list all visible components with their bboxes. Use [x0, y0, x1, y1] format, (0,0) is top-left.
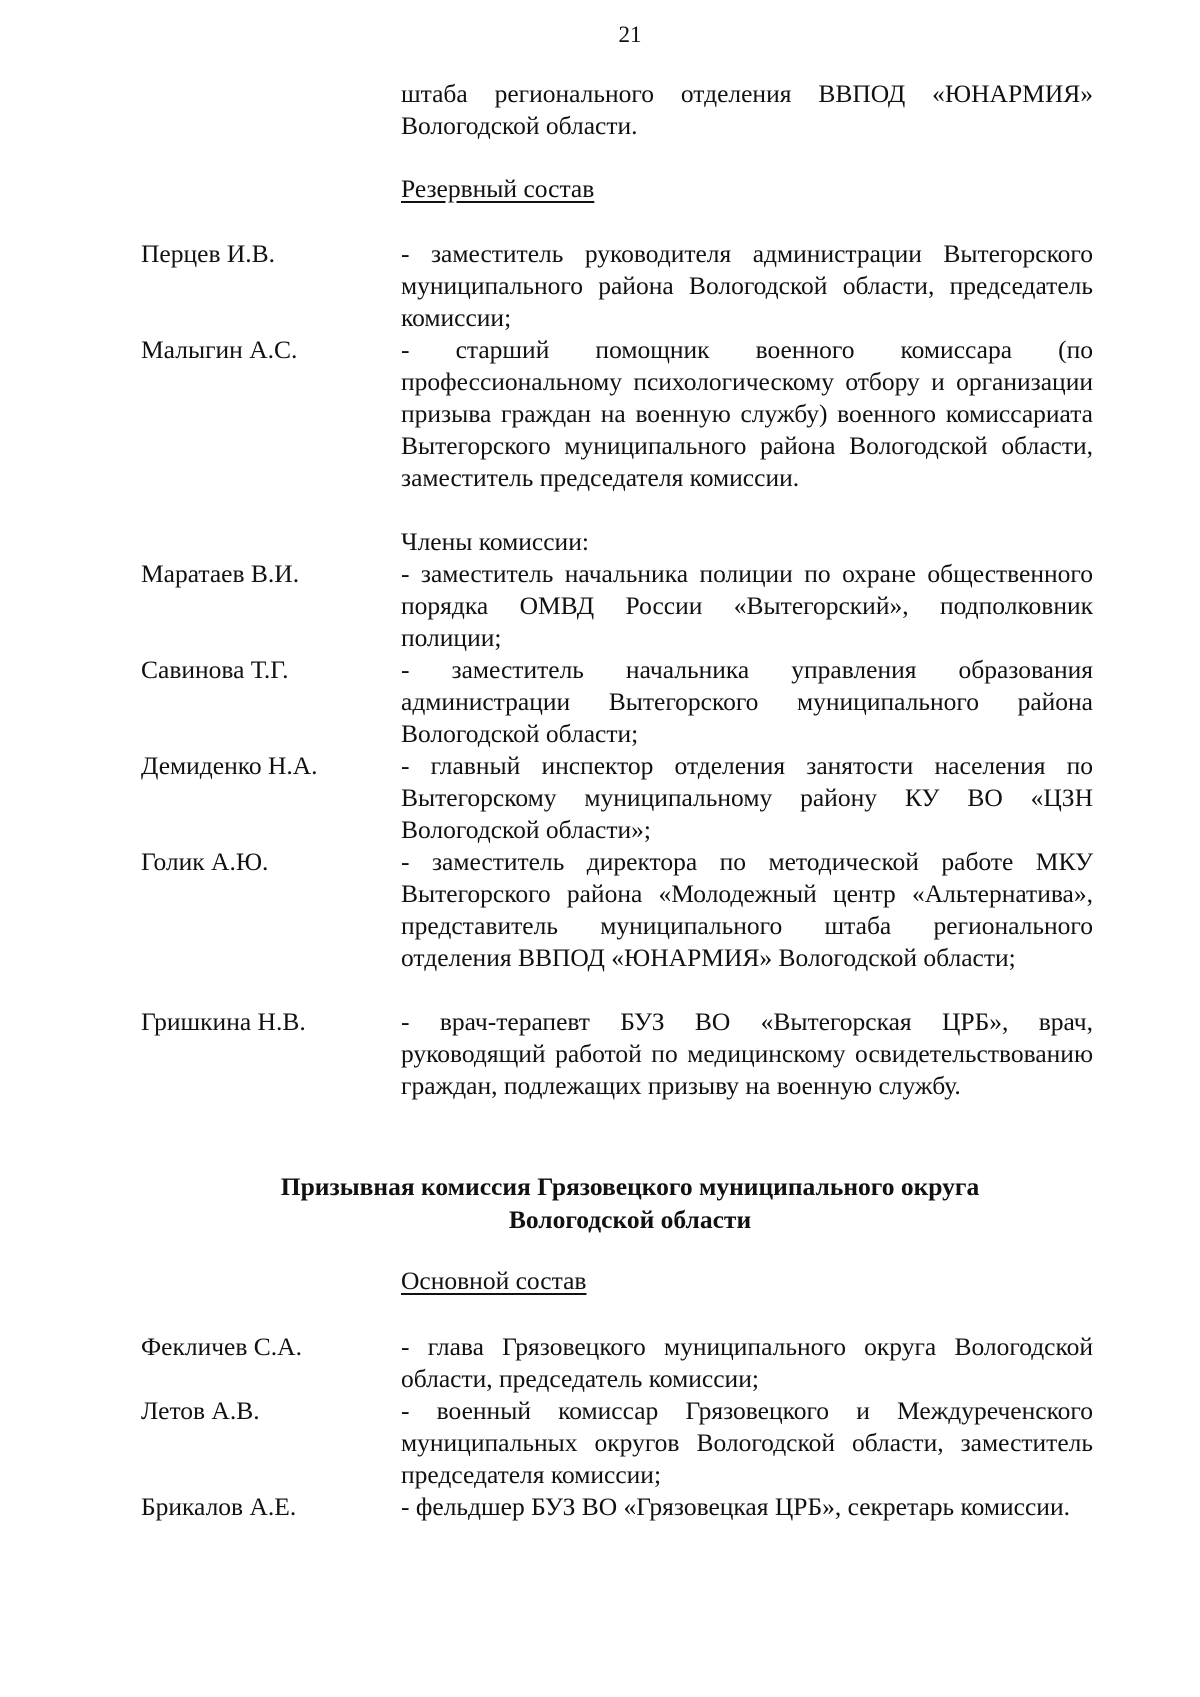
member-name: Малыгин А.С. — [141, 335, 298, 364]
section-title: Вологодской области — [508, 1205, 752, 1234]
member-description: - фельдшер БУЗ ВО «Грязовецкая ЦРБ», секретарь комиссии. — [401, 1492, 1070, 1521]
page-number: 21 — [618, 22, 642, 47]
subheading-main: Основной состав — [401, 1266, 587, 1295]
member-name: Савинова Т.Г. — [141, 655, 289, 684]
member-name: Маратаев В.И. — [141, 559, 300, 588]
continuation-paragraph: штаба регионального отделения ВВПОД «ЮНАРМИЯ» Вологодской области. — [401, 79, 1093, 140]
member-description: - заместитель директора по методической работе МКУ Вытегорского района «Молодежный центр «Альтернатива», представитель муниципального штаба регионального отделения ВВПОД «ЮНАРМИЯ» Вологодской области; — [401, 847, 1093, 972]
member-description: - старший помощник военного комиссара (по профессиональному психологическому отбору и организации призыва граждан на военную службу) военного комиссариата Вытегорского муниципального района Вологодской области, заместитель председателя комиссии. — [401, 335, 1093, 492]
member-description: - врач-терапевт БУЗ ВО «Вытегорская ЦРБ», врач, руководящий работой по медицинскому освидетельствованию граждан, подлежащих призыву на военную службу. — [401, 1007, 1093, 1100]
member-name: Перцев И.В. — [141, 239, 276, 268]
member-name: Брикалов А.Е. — [141, 1492, 297, 1521]
member-description: - военный комиссар Грязовецкого и Междуреченского муниципальных округов Вологодской области, заместитель председателя комиссии; — [401, 1396, 1093, 1489]
member-name: Летов А.В. — [141, 1396, 260, 1425]
member-name: Голик А.Ю. — [141, 847, 269, 876]
member-name: Демиденко Н.А. — [141, 751, 318, 780]
member-description: - глава Грязовецкого муниципального округа Вологодской области, председатель комиссии; — [401, 1332, 1093, 1393]
member-description: - заместитель руководителя администрации Вытегорского муниципального района Вологодской области, председатель комиссии; — [401, 239, 1093, 332]
member-name: Гришкина Н.В. — [141, 1007, 306, 1036]
members-heading: Члены комиссии: — [401, 527, 589, 556]
member-description: - главный инспектор отделения занятости населения по Вытегорскому муниципальному району КУ ВО «ЦЗН Вологодской области»; — [401, 751, 1093, 844]
subheading-reserve: Резервный состав — [401, 174, 595, 203]
section-title: Призывная комиссия Грязовецкого муниципального округа — [280, 1172, 980, 1201]
member-description: - заместитель начальника управления образования администрации Вытегорского муниципального района Вологодской области; — [401, 655, 1093, 748]
member-description: - заместитель начальника полиции по охране общественного порядка ОМВД России «Вытегорский», подполковник полиции; — [401, 559, 1093, 652]
member-name: Фекличев С.А. — [141, 1332, 302, 1361]
